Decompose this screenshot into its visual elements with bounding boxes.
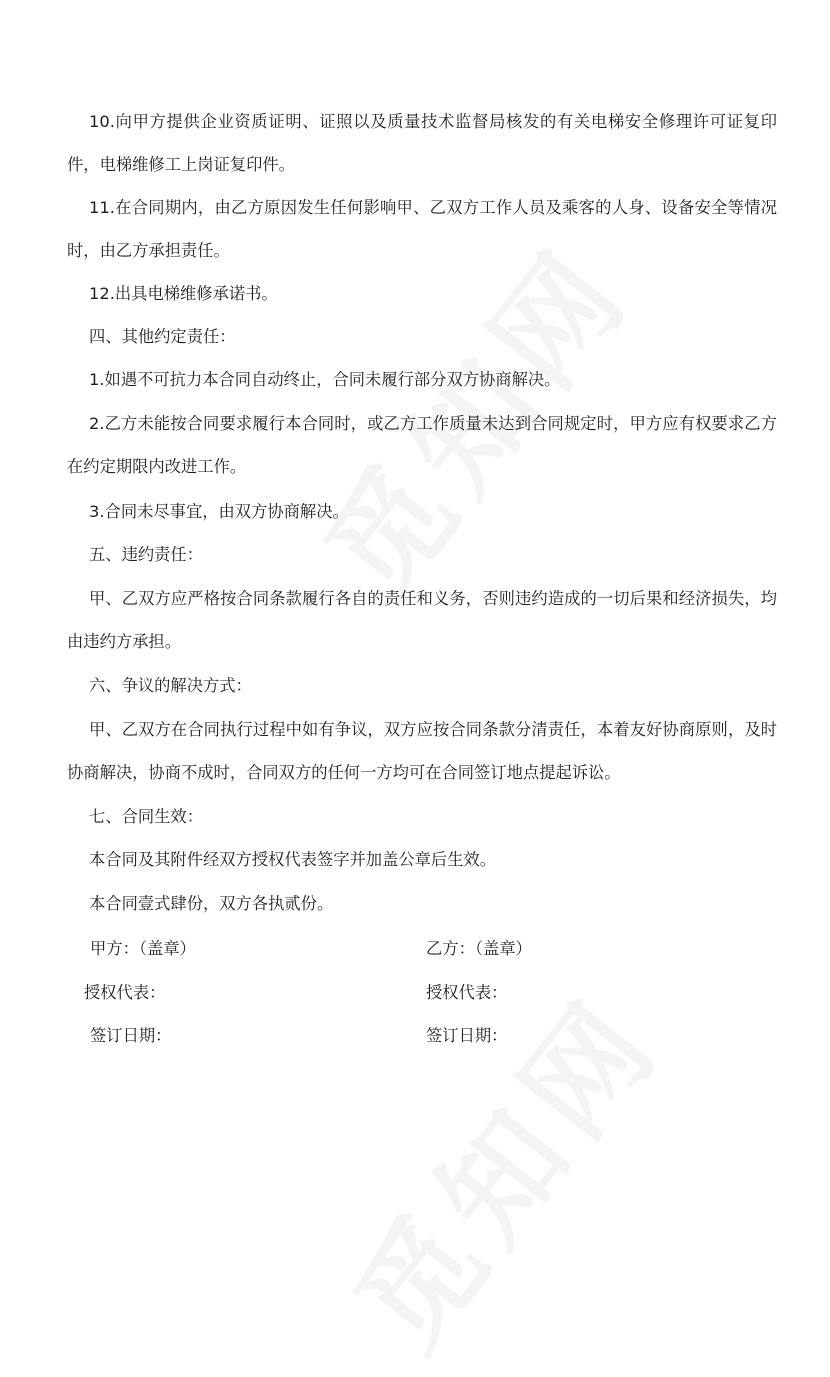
section-5-body: 甲、乙双方应严格按合同条款履行各自的责任和义务，否则违约造成的一切后果和经济损失，均由违约方承担。: [67, 589, 777, 651]
section-7-body-2: 本合同壹式肆份，双方各执贰份。: [89, 894, 334, 913]
clause-12: 12.出具电梯维修承诺书。: [89, 284, 278, 303]
section-5-heading: 五、违约责任：: [89, 545, 203, 564]
party-b-sign-date: 签订日期：: [426, 1026, 508, 1045]
party-b-representative: 授权代表：: [426, 983, 508, 1002]
party-a-sign-date: 签订日期：: [90, 1026, 172, 1045]
party-a-seal: 甲方：（盖章）: [90, 939, 196, 958]
section-4-item-1: 1.如遇不可抗力本合同自动终止，合同未履行部分双方协商解决。: [89, 370, 561, 389]
clause-11: 11.在合同期内，由乙方原因发生任何影响甲、乙双方工作人员及乘客的人身、设备安全等情况时，由乙方承担责任。: [67, 198, 777, 260]
section-6-heading: 六、争议的解决方式：: [89, 676, 252, 695]
section-7-heading: 七、合同生效：: [89, 807, 203, 826]
party-b-seal: 乙方：（盖章）: [426, 939, 532, 958]
section-4-item-3: 3.合同未尽事宜，由双方协商解决。: [89, 502, 349, 521]
section-4-heading: 四、其他约定责任：: [89, 327, 236, 346]
party-a-representative: 授权代表：: [84, 983, 166, 1002]
section-6-body: 甲、乙双方在合同执行过程中如有争议，双方应按合同条款分清责任，本着友好协商原则，及时协商解决，协商不成时，合同双方的任何一方均可在合同签订地点提起诉讼。: [67, 720, 777, 782]
section-4-item-2: 2.乙方未能按合同要求履行本合同时，或乙方工作质量未达到合同规定时，甲方应有权要求乙方在约定期限内改进工作。: [67, 414, 777, 476]
clause-10: 10.向甲方提供企业资质证明、证照以及质量技术监督局核发的有关电梯安全修理许可证复印件，电梯维修工上岗证复印件。: [67, 112, 777, 174]
section-7-body-1: 本合同及其附件经双方授权代表签字并加盖公章后生效。: [89, 850, 497, 869]
